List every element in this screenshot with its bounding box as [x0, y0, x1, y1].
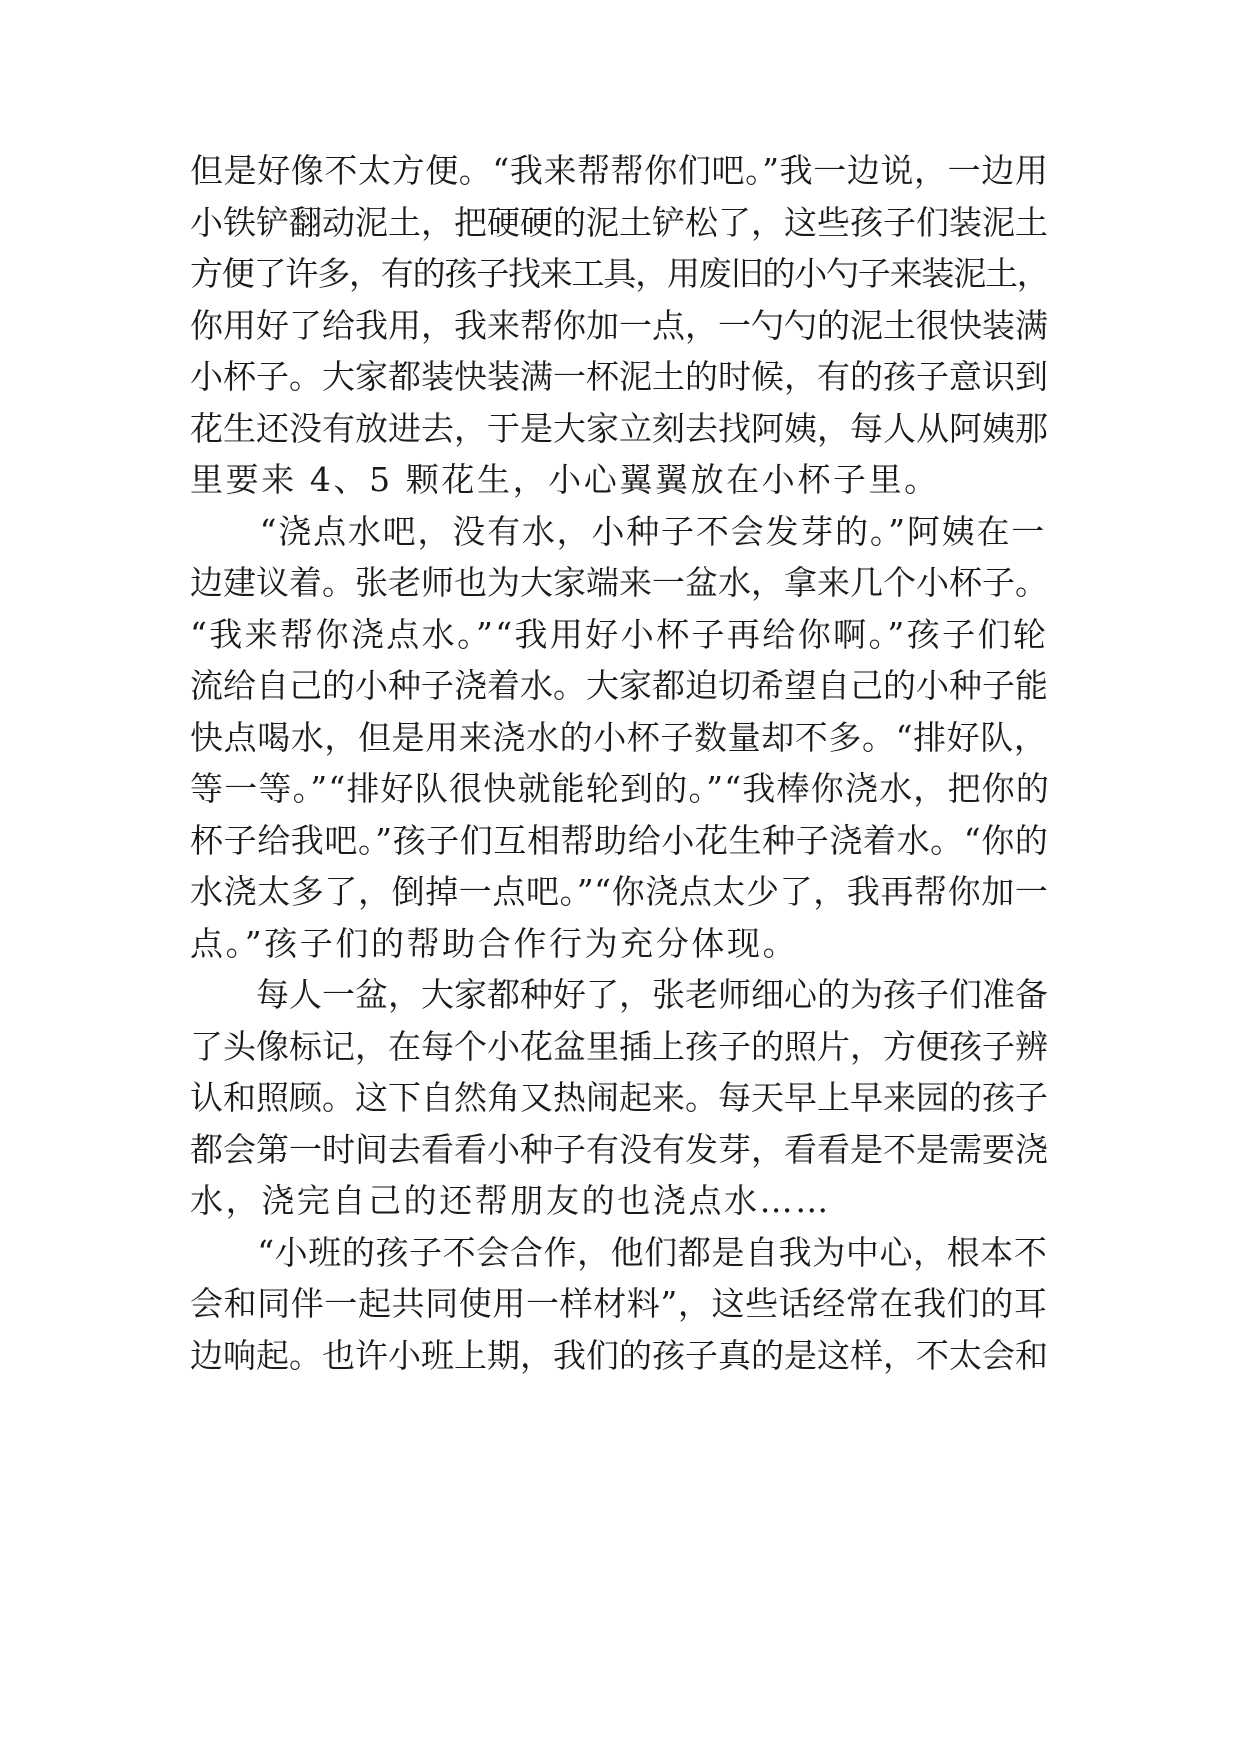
text-line: “我来帮你浇点水。”“我用好小杯子再给你啊。”孩子们轮	[190, 614, 1049, 654]
text-line: 都会第一时间去看看小种子有没有发芽，看看是不是需要浇	[190, 1129, 1048, 1169]
text-line: “浇点水吧，没有水，小种子不会发芽的。”阿姨在一	[190, 511, 1047, 551]
text-line: 快点喝水，但是用来浇水的小杯子数量却不多。“排好队，	[190, 717, 1048, 757]
text-line: 会和同伴一起共同使用一样材料”，这些话经常在我们的耳	[190, 1284, 1048, 1323]
text-line: “小班的孩子不会合作，他们都是自我为中心，根本不	[190, 1232, 1048, 1272]
text-line: 水，浇完自己的还帮朋友的也浇点水……	[190, 1181, 831, 1220]
text-line: 里要来 4、5 颗花生，小心翼翼放在小杯子里。	[190, 460, 940, 499]
text-line: 流给自己的小种子浇着水。大家都迫切希望自己的小种子能	[190, 666, 1048, 705]
text-line: 小铁铲翻动泥土，把硬硬的泥土铲松了，这些孩子们装泥土	[190, 202, 1048, 242]
text-line: 方便了许多，有的孩子找来工具，用废旧的小勺子来装泥土，	[190, 254, 1049, 293]
text-line: 你用好了给我用，我来帮你加一点，一勺勺的泥土很快装满	[190, 305, 1048, 345]
text-line: 但是好像不太方便。“我来帮帮你们吧。”我一边说，一边用	[190, 151, 1049, 190]
text-line: 花生还没有放进去，于是大家立刻去找阿姨，每人从阿姨那	[190, 408, 1048, 448]
text-line: 认和照顾。这下自然角又热闹起来。每天早上早来园的孩子	[190, 1078, 1048, 1117]
text-line: 水浇太多了，倒掉一点吧。”“你浇点太少了，我再帮你加一	[190, 872, 1049, 911]
text-line: 了头像标记，在每个小花盆里插上孩子的照片，方便孩子辨	[190, 1026, 1048, 1066]
text-line: 小杯子。大家都装快装满一杯泥土的时候，有的孩子意识到	[190, 357, 1048, 396]
document-page	[190, 145, 1050, 1381]
text-line: 边建议着。张老师也为大家端来一盆水，拿来几个小杯子。	[190, 563, 1048, 602]
text-line: 杯子给我吧。”孩子们互相帮助给小花生种子浇着水。“你的	[190, 820, 1049, 860]
text-line: 点。”孩子们的帮助合作行为充分体现。	[190, 923, 799, 963]
text-line: 等一等。”“排好队很快就能轮到的。”“我棒你浇水，把你的	[190, 769, 1051, 808]
text-line: 边响起。也许小班上期，我们的孩子真的是这样，不太会和	[190, 1335, 1048, 1375]
text-line: 每人一盆，大家都种好了，张老师细心的为孩子们准备	[190, 975, 1048, 1014]
